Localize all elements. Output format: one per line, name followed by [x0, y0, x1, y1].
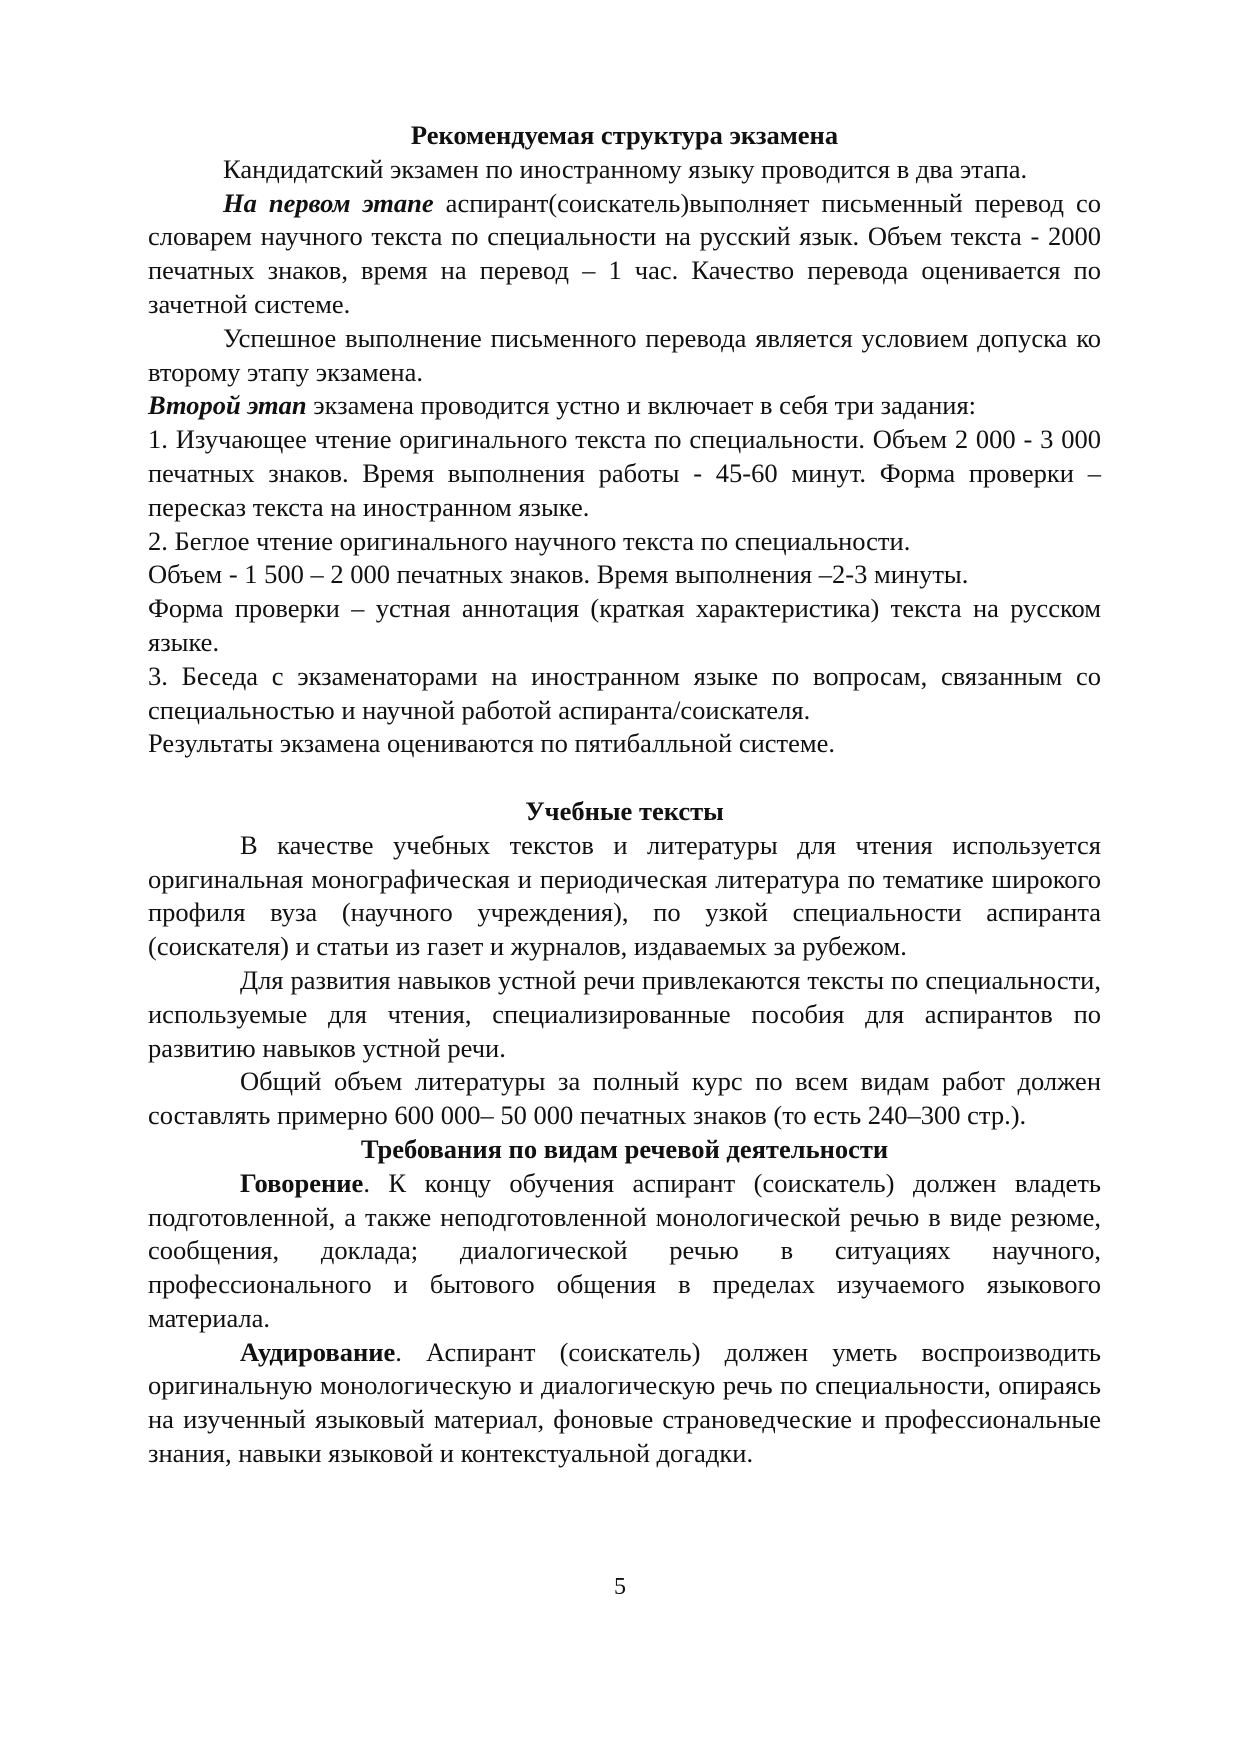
paragraph-text: аспирант(соискатель)выполняет письменный перевод со словарем научного текста по специальности на русский язык. Объем текста - 2000 печатных знаков, время на перевод – 1 час. Качество перевода оценивается по зачетной системе.	[148, 187, 1101, 319]
lead-second-stage: Второй этап	[148, 390, 307, 421]
paragraph	[148, 389, 1101, 423]
lead-first-stage: На первом этапе	[223, 187, 434, 218]
paragraph: Для развития навыков устной речи привлекаются тексты по специальности, используемые для чтения, специализированные пособия для аспирантов по развитию навыков устной речи.	[148, 964, 1101, 1063]
paragraph: Успешное выполнение письменного перевода является условием допуска ко второму этапу экзамена.	[148, 322, 1101, 387]
lead-speaking: Говорение	[240, 1167, 364, 1198]
paragraph: В качестве учебных текстов и литературы для чтения используется оригинальная монографическая и периодическая литература по тематике широкого профиля вуза (научного учреждения), по узкой специальности аспиранта (соискателя) и статьи из газет и журналов, издаваемых за рубежом.	[148, 829, 1101, 962]
section-title-study-texts: Учебные тексты	[525, 795, 724, 826]
paragraph-text: . Аспирант (соискатель) должен уметь воспроизводить оригинальную монологическую и диалогическую речь по специальности, опираясь на изученный языковый материал, фоновые страноведческие и профессиональные знания, навыки языковой и контекстуальной догадки.	[148, 1336, 1101, 1469]
page-number: 5	[614, 1574, 626, 1600]
paragraph-text: . К концу обучения аспирант (соискатель) должен владеть подготовленной, а также неподготовленной монологической речью в виде резюме, сообщения, доклада; диалогической речью в ситуациях научного, профессионального и бытового общения в пределах изучаемого языкового материала.	[148, 1167, 1101, 1333]
list-item: 1. Изучающее чтение оригинального текста по специальности. Объем 2 000 - 3 000 печатных знаков. Время выполнения работы - 45-60 минут. Форма проверки – пересказ текста на иностранном языке.	[148, 424, 1101, 522]
paragraph: Результаты экзамена оцениваются по пятибалльной системе.	[148, 728, 836, 759]
paragraph: Форма проверки – устная аннотация (краткая характеристика) текста на русском языке.	[148, 593, 1101, 657]
list-item: 3. Беседа с экзаменаторами на иностранном языке по вопросам, связанным со специальностью и научной работой аспиранта/соискателя.	[148, 660, 1101, 725]
lead-listening: Аудирование	[240, 1336, 396, 1367]
document-page	[148, 119, 1101, 1471]
paragraph	[148, 1336, 1101, 1471]
section-title-requirements: Требования по видам речевой деятельности	[360, 1133, 889, 1164]
paragraph	[148, 187, 1101, 322]
list-item: 2. Беглое чтение оригинального научного текста по специальности.	[148, 525, 911, 556]
paragraph: Объем - 1 500 – 2 000 печатных знаков. Время выполнения –2-3 минуты.	[148, 559, 969, 590]
paragraph: Кандидатский экзамен по иностранному языку проводится в два этапа.	[223, 153, 1028, 184]
paragraph: Общий объем литературы за полный курс по всем видам работ должен составлять примерно 600 000– 50 000 печатных знаков (то есть 240–300 стр.).	[148, 1066, 1101, 1131]
paragraph-text: экзамена проводится устно и включает в себя три задания:	[306, 390, 977, 421]
paragraph	[148, 1167, 1101, 1336]
section-title-exam-structure: Рекомендуемая структура экзамена	[410, 120, 839, 150]
